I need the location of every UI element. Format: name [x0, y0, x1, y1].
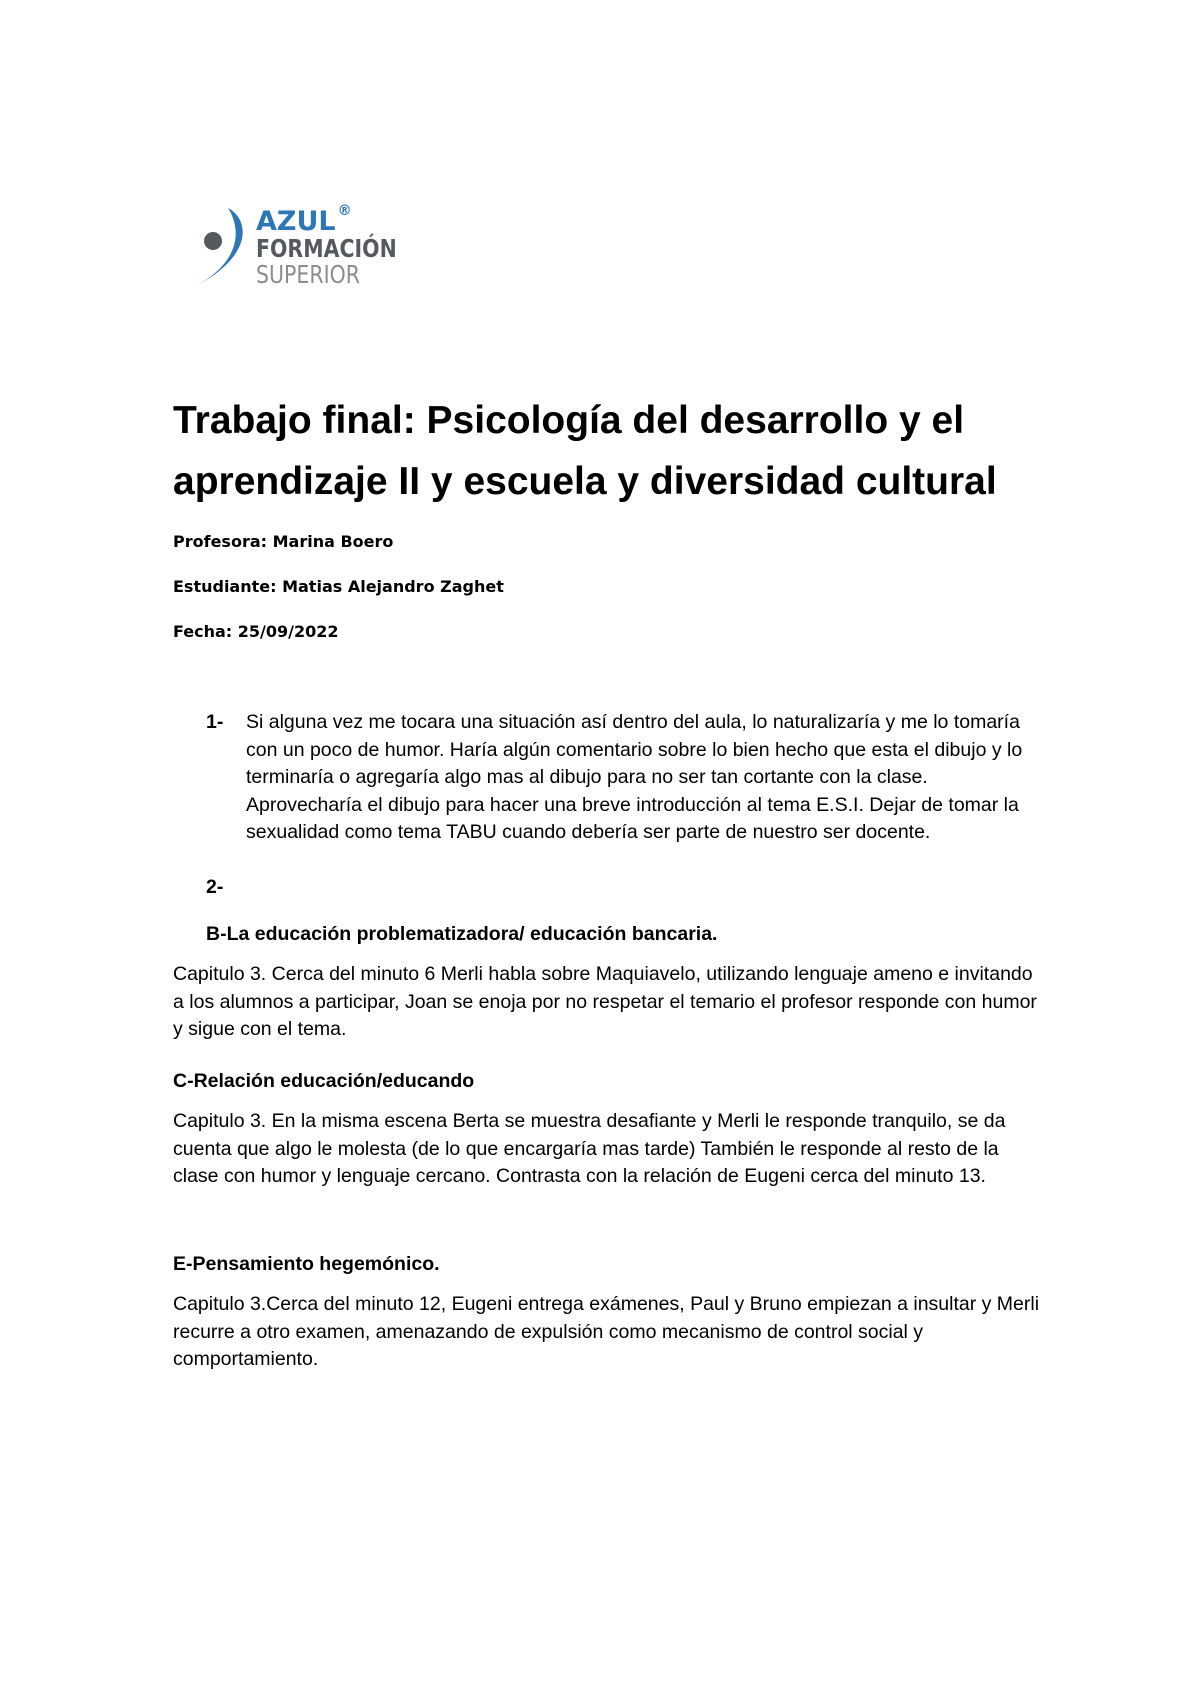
logo-dot: [204, 232, 222, 250]
logo-brand: AZUL ®: [256, 203, 352, 237]
document-title: Trabajo final: Psicología del desarrollo y el aprendizaje II y escuela y diversidad cultural: [173, 399, 997, 503]
registered-mark: ®: [337, 203, 352, 219]
answers-list: [206, 709, 1036, 847]
list-number: 1-: [206, 711, 224, 733]
section-b-heading: B-La educación problematizadora/ educación bancaria.: [206, 923, 718, 945]
section-b-text: Capitulo 3. Cerca del minuto 6 Merli habla sobre Maquiavelo, utilizando lenguaje ameno e invitando a los alumnos a participar, Joan se enoja por no respetar el temario el profesor responde con humor y sigue con el tema.: [173, 963, 1037, 1040]
answer-1-text: Si alguna vez me tocara una situación así dentro del aula, lo naturalizaría y me lo tomaría con un poco de humor. Haría algún comentario sobre lo bien hecho que esta el dibujo y lo terminaría o agregaría algo mas al dibujo para no ser tan cortante con la clase. Aprovecharía el dibujo para hacer una breve introducción al tema E.S.I. Dejar de tomar la sexualidad como tema TABU cuando debería ser parte de nuestro ser docente.: [246, 711, 1023, 843]
institution-logo: [196, 204, 408, 290]
estudiante-line: Estudiante: Matias Alejandro Zaghet: [173, 577, 504, 596]
section-c-heading: C-Relación educación/educando: [173, 1070, 475, 1092]
fecha-line: Fecha: 25/09/2022: [173, 622, 339, 641]
section-e-text: Capitulo 3.Cerca del minuto 12, Eugeni entrega exámenes, Paul y Bruno empiezan a insultar y Merli recurre a otro examen, amenazando de expulsión como mecanismo de control social y comportamiento.: [173, 1293, 1040, 1370]
section-e-heading: E-Pensamiento hegemónico.: [173, 1253, 440, 1275]
logo-line-superior: SUPERIOR: [256, 260, 361, 289]
logo-swoosh-icon: [196, 204, 256, 290]
section-c-text: Capitulo 3. En la misma escena Berta se muestra desafiante y Merli le responde tranquilo, se da cuenta que algo le molesta (de lo que encargaría mas tarde) También le responde al resto de la clase con humor y lenguaje cercano. Contrasta con la relación de Eugeni cerca del minuto 13.: [173, 1110, 1006, 1187]
logo-line-formacion: FORMACIÓN: [256, 234, 397, 263]
list-number: 2-: [206, 876, 224, 898]
profesora-line: Profesora: Marina Boero: [173, 532, 394, 551]
list-item: [206, 709, 1036, 847]
